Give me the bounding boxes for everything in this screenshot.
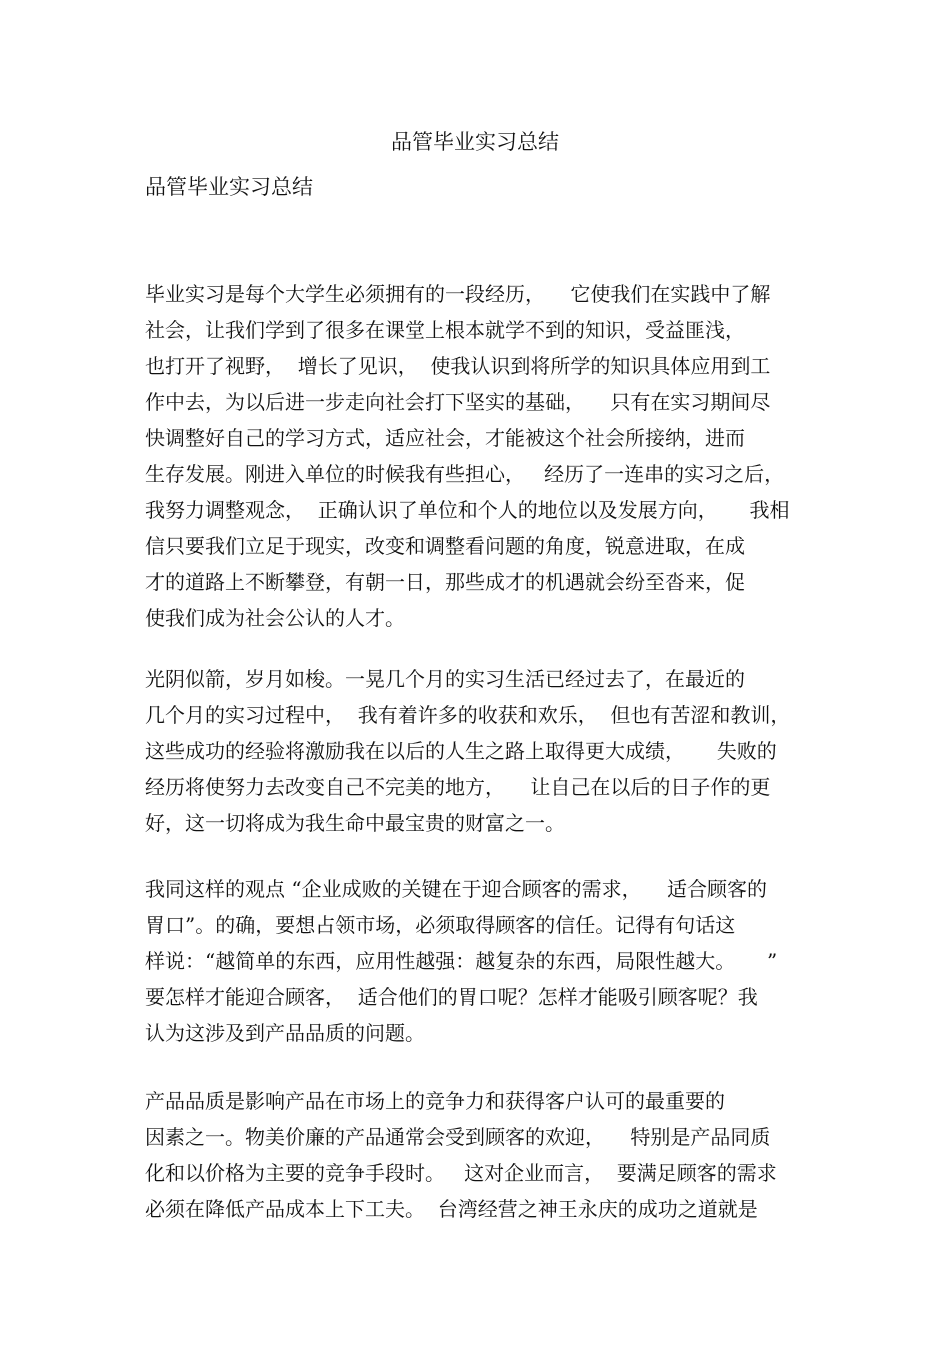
paragraph-line: 产品品质是影响产品在市场上的竞争力和获得客户认可的最重要的 [145,1089,725,1113]
paragraph-line: 快调整好自己的学习方式，适应社会，才能被这个社会所接纳，进而 [145,426,745,450]
paragraph-line: 几个月的实习过程中， 我有着许多的收获和欢乐， 但也有苦涩和教训， [145,703,791,727]
paragraph-line: 要怎样才能迎合顾客， 适合他们的胃口呢？怎样才能吸引顾客呢？我 [145,985,758,1009]
document-title: 品管毕业实习总结 [391,130,559,154]
paragraph-line: 认为这涉及到产品品质的问题。 [145,1021,425,1045]
paragraph-line: 作中去，为以后进一步走向社会打下坚实的基础， 只有在实习期间尽 [145,390,771,414]
paragraph-1 [145,276,825,636]
paragraph-line: 我同这样的观点 “企业成败的关键在于迎合顾客的需求， 适合顾客的 [145,877,768,901]
paragraph-line: 也打开了视野， 增长了见识， 使我认识到将所学的知识具体应用到工 [145,354,771,378]
paragraph-line: 信只要我们立足于现实，改变和调整看问题的角度，锐意进取，在成 [145,534,745,558]
paragraph-line: 因素之一。物美价廉的产品通常会受到顾客的欢迎， 特别是产品同质 [145,1125,771,1149]
paragraph-3 [145,871,825,1051]
paragraph-4 [145,1083,825,1227]
paragraph-line: 我努力调整观念， 正确认识了单位和个人的地位以及发展方向， 我相 [145,498,790,522]
paragraph-2 [145,661,825,841]
paragraph-line: 生存发展。刚进入单位的时候我有些担心， 经历了一连串的实习之后， [145,462,785,486]
paragraph-line: 社会，让我们学到了很多在课堂上根本就学不到的知识，受益匪浅， [145,318,745,342]
document-subtitle: 品管毕业实习总结 [145,175,313,199]
paragraph-line: 化和以价格为主要的竞争手段时。 这对企业而言， 要满足顾客的需求 [145,1161,777,1185]
paragraph-line: 必须在降低产品成本上下工夫。 台湾经营之神王永庆的成功之道就是 [145,1197,758,1221]
paragraph-line: 光阴似箭，岁月如梭。一晃几个月的实习生活已经过去了，在最近的 [145,667,745,691]
paragraph-line: 使我们成为社会公认的人才。 [145,606,405,630]
paragraph-line: 好，这一切将成为我生命中最宝贵的财富之一。 [145,811,565,835]
paragraph-line: 样说：“越简单的东西，应用性越强：越复杂的东西，局限性越大。 ” [145,949,778,973]
paragraph-line: 这些成功的经验将激励我在以后的人生之路上取得更大成绩， 失败的 [145,739,777,763]
paragraph-line: 经历将使努力去改变自己不完美的地方， 让自己在以后的日子作的更 [145,775,771,799]
paragraph-line: 胃口”。的确，要想占领市场，必须取得顾客的信任。记得有句话这 [145,913,736,937]
paragraph-line: 毕业实习是每个大学生必须拥有的一段经历， 它使我们在实践中了解 [145,282,771,306]
paragraph-line: 才的道路上不断攀登，有朝一日，那些成才的机遇就会纷至沓来，促 [145,570,745,594]
